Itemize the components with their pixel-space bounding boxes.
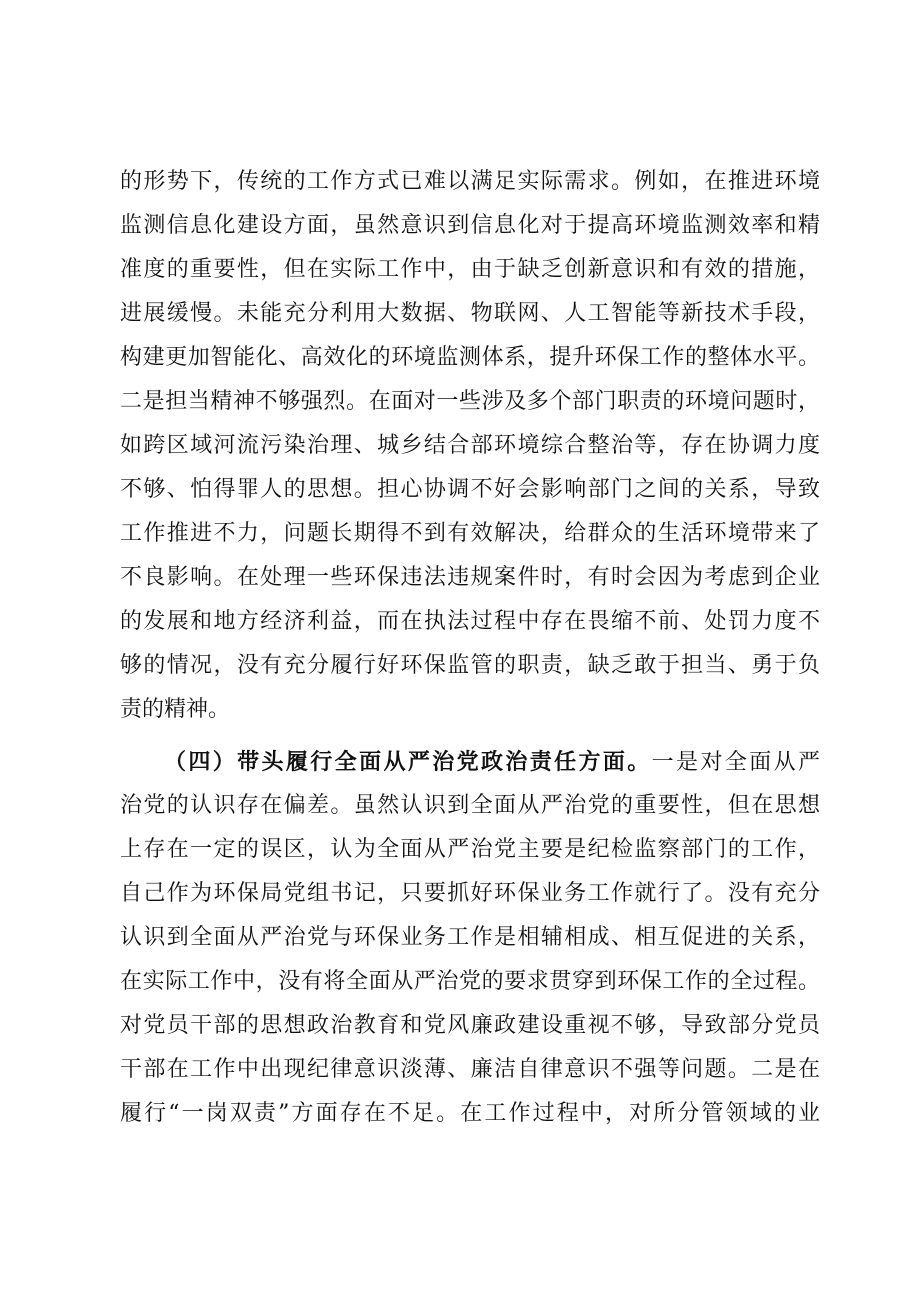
paragraph-1 <box>120 160 820 732</box>
text-line: 上存在一定的误区，认为全面从严治党主要是纪检监察部门的工作， <box>120 837 820 862</box>
text-line: 在实际工作中，没有将全面从严治党的要求贯穿到环保工作的全过程。 <box>120 969 820 994</box>
text-line: 认识到全面从严治党与环保业务工作是相辅相成、相互促进的关系， <box>120 925 820 950</box>
paragraph-2 <box>120 740 820 1136</box>
text-line: 二是担当精神不够强烈。在面对一些涉及多个部门职责的环境问题时， <box>120 389 820 414</box>
text-line: 工作推进不力，问题长期得不到有效解决，给群众的生活环境带来了 <box>120 521 820 546</box>
text-line: 进展缓慢。未能充分利用大数据、物联网、人工智能等新技术手段， <box>120 301 820 326</box>
text-line: 责的精神。 <box>120 697 231 722</box>
text-line: 不良影响。在处理一些环保违法违规案件时，有时会因为考虑到企业 <box>120 565 820 590</box>
section-heading: （四）带头履行全面从严治党政治责任方面。 <box>164 749 652 775</box>
text-line: 自己作为环保局党组书记，只要抓好环保业务工作就行了。没有充分 <box>120 881 820 906</box>
text-line: 的发展和地方经济利益，而在执法过程中存在畏缩不前、处罚力度不 <box>120 609 820 634</box>
text-line: 的形势下，传统的工作方式已难以满足实际需求。例如，在推进环境 <box>120 169 820 194</box>
heading-continuation: 一是对全面从严 <box>651 750 820 775</box>
text-line: 监测信息化建设方面，虽然意识到信息化对于提高环境监测效率和精 <box>120 213 820 238</box>
text-line: 构建更加智能化、高效化的环境监测体系，提升环保工作的整体水平。 <box>120 345 820 370</box>
text-line: 履行“一岗双责”方面存在不足。在工作过程中，对所分管领域的业 <box>120 1101 820 1126</box>
text-line: 准度的重要性，但在实际工作中，由于缺乏创新意识和有效的措施， <box>120 257 820 282</box>
text-line: 如跨区域河流污染治理、城乡结合部环境综合整治等，存在协调力度 <box>120 433 820 458</box>
document-body <box>120 160 820 1136</box>
text-line: 对党员干部的思想政治教育和党风廉政建设重视不够，导致部分党员 <box>120 1013 820 1038</box>
text-line: 不够、怕得罪人的思想。担心协调不好会影响部门之间的关系，导致 <box>120 477 820 502</box>
paragraph-first-line <box>120 740 820 784</box>
text-line: 治党的认识存在偏差。虽然认识到全面从严治党的重要性，但在思想 <box>120 793 820 818</box>
text-line: 够的情况，没有充分履行好环保监管的职责，缺乏敢于担当、勇于负 <box>120 653 820 678</box>
paragraph-gap <box>120 732 820 740</box>
text-line: 干部在工作中出现纪律意识淡薄、廉洁自律意识不强等问题。二是在 <box>120 1057 820 1082</box>
